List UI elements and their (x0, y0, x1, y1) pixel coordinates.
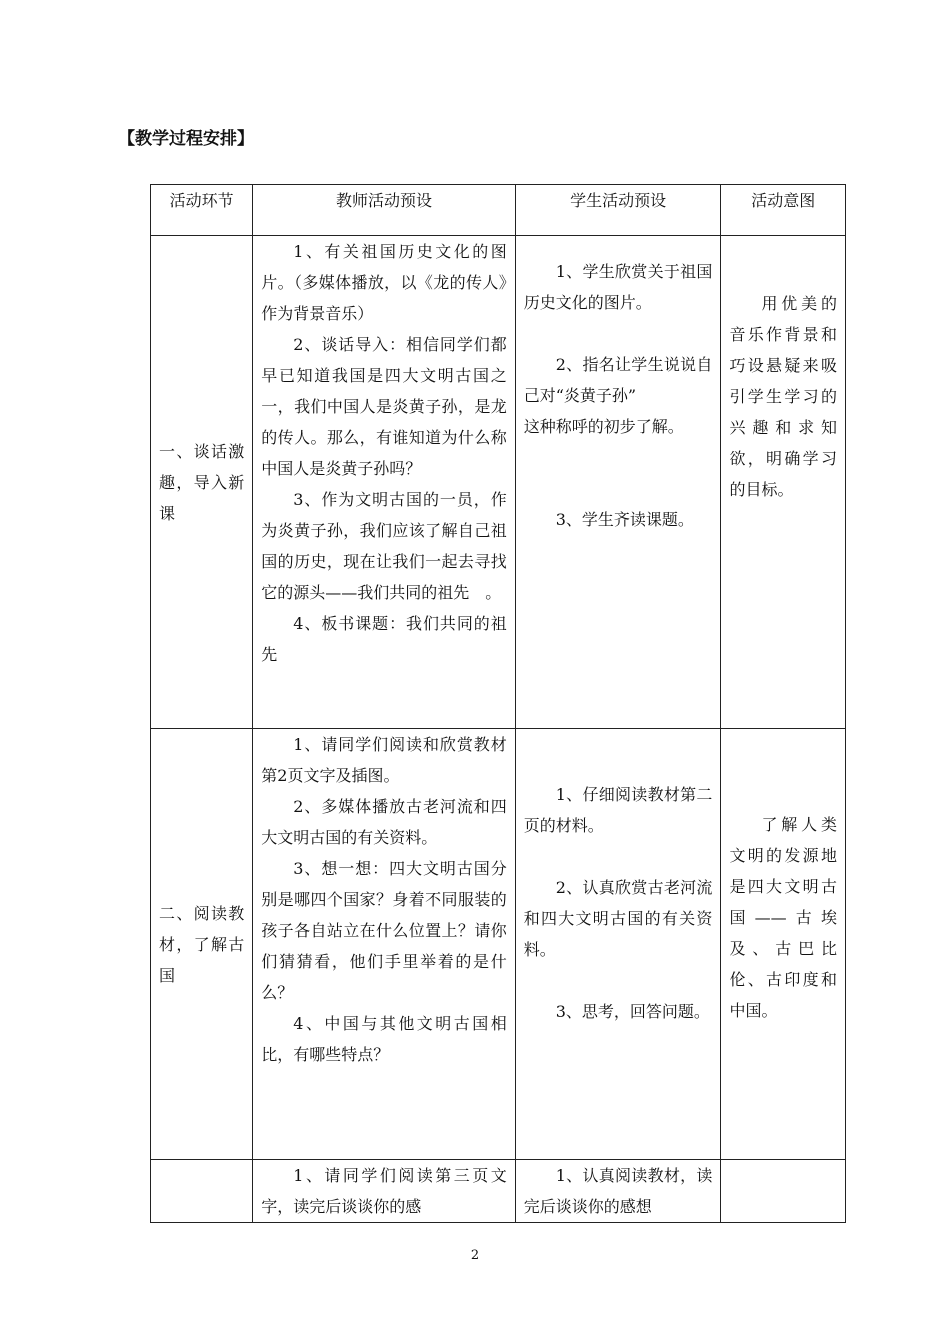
teacher-item: 2、谈话导入：相信同学们都早已知道我国是四大文明古国之一，我们中国人是炎黄子孙，是龙的传人。那么，有谁知道为什么称中国人是炎黄子孙吗？ (261, 335, 507, 478)
teacher-item: 3、作为文明古国的一员，作为炎黄子孙，我们应该了解自己祖国的历史，现在让我们一起去寻找它的源头——我们共同的祖先 。 (261, 490, 507, 602)
stage-cell (151, 236, 253, 729)
student-item: 1、仔细阅读教材第二页的材料。 (523, 785, 713, 835)
table-row (151, 236, 846, 729)
teacher-item: 3、想一想：四大文明古国分别是哪四个国家？身着不同服装的孩子各自站立在什么位置上？请你们猜猜看，他们手里举着的是什么？ (261, 859, 507, 1002)
table-row (151, 1160, 846, 1223)
student-item: 3、思考，回答问题。 (555, 1002, 710, 1021)
section-heading: 【教学过程安排】 (118, 129, 254, 149)
teacher-cell (253, 729, 515, 1160)
table-row (151, 729, 846, 1160)
student-item: 3、学生齐读课题。 (555, 510, 694, 529)
teacher-cell (253, 236, 515, 729)
page-number: 2 (470, 1248, 480, 1263)
intent-cell (721, 236, 846, 729)
header-intent: 活动意图 (721, 185, 846, 236)
teacher-item: 1、请同学们阅读第三页文字，读完后谈谈你的感 (261, 1166, 507, 1216)
student-cell (515, 729, 721, 1160)
header-student: 学生活动预设 (515, 185, 721, 236)
intent-cell (721, 729, 846, 1160)
intent-text: 用优美的音乐作背景和巧设悬疑来吸引学生学习的兴趣和求知欲，明确学习的目标。 (729, 294, 837, 499)
intent-text: 了解人类文明的发源地是四大文明古国——古埃及、古巴比伦、古印度和中国。 (729, 815, 837, 1020)
student-item: 2、认真欣赏古老河流和四大文明古国的有关资料。 (523, 878, 713, 959)
student-cell (515, 1160, 721, 1223)
stage-cell (151, 729, 253, 1160)
stage-text: 一、谈话激趣，导入新课 (159, 441, 245, 523)
stage-cell (151, 1160, 253, 1223)
teacher-item: 2、多媒体播放古老河流和四大文明古国的有关资料。 (261, 797, 507, 847)
header-teacher: 教师活动预设 (253, 185, 515, 236)
student-cell (515, 236, 721, 729)
student-item: 1、认真阅读教材，读完后谈谈你的感想 (523, 1166, 713, 1216)
teacher-cell (253, 1160, 515, 1223)
stage-text: 二、阅读教材，了解古国 (159, 903, 245, 985)
teacher-item: 4、板书课题：我们共同的祖先 (261, 614, 507, 664)
teacher-item: 4、中国与其他文明古国相比，有哪些特点？ (261, 1014, 507, 1064)
intent-cell (721, 1160, 846, 1223)
student-item: 这种称呼的初步了解。 (523, 417, 684, 436)
lesson-plan-table (150, 184, 846, 1223)
teacher-item: 1、有关祖国历史文化的图片。（多媒体播放，以《龙的传人》作为背景音乐） (261, 242, 507, 323)
table-header-row (151, 185, 846, 236)
teacher-item: 1、请同学们阅读和欣赏教材第2页文字及插图。 (261, 735, 507, 785)
header-stage: 活动环节 (151, 185, 253, 236)
student-item: 2、指名让学生说说自己对“炎黄子孙” (523, 355, 713, 405)
student-item: 1、学生欣赏关于祖国历史文化的图片。 (523, 262, 713, 312)
